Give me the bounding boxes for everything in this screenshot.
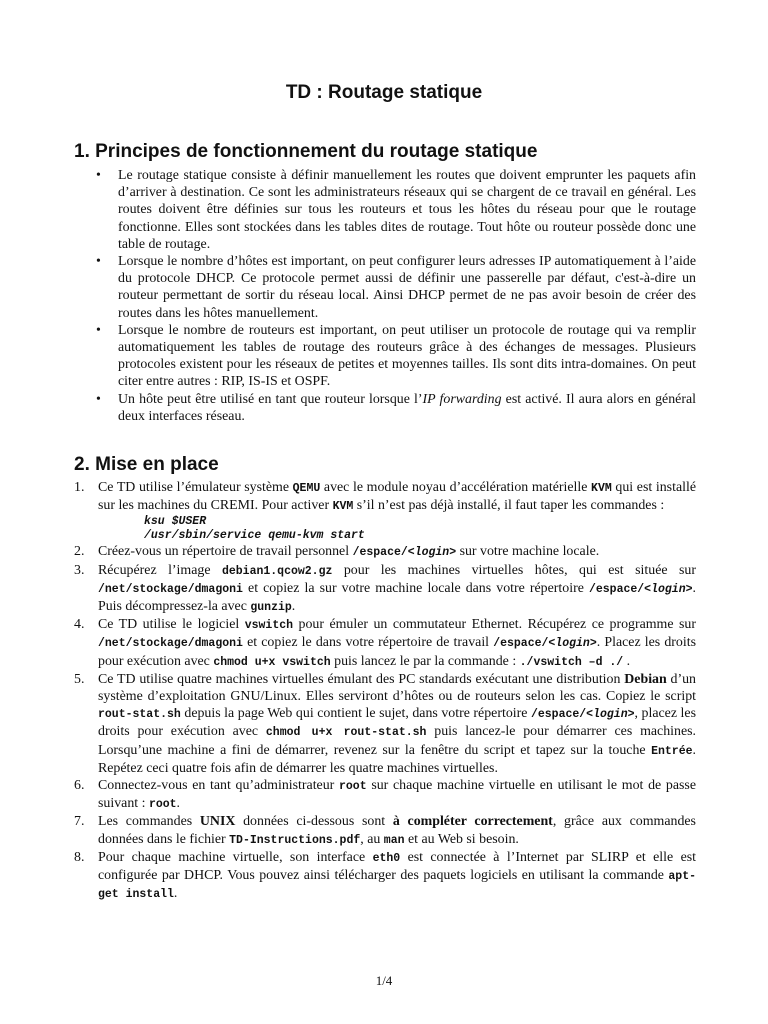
list-item: 8. Pour chaque machine virtuelle, son interface eth0 est connectée à l’Internet par SLIRP et elle est configurée par DHCP. Vous pouvez ainsi télécharger des paquets logiciels en utilisant la commande apt-get install.	[74, 849, 696, 902]
list-item: 7. Les commandes UNIX données ci-dessous sont à compléter correctement, grâce aux commandes données dans le fichier TD-Instructions.pdf, au man et au Web si besoin.	[74, 814, 696, 847]
list-item: 1. Ce TD utilise l’émulateur système QEMU avec le module noyau d’accélération matérielle KVM qui est installé sur les machines du CREMI. Pour activer KVM s’il n’est pas déjà installé, il faut taper les commandes : ksu $USER /usr/sbin/service qemu-kvm start	[74, 480, 696, 543]
list-item: • Un hôte peut être utilisé en tant que routeur lorsque l’IP forwarding est activé. Il aura alors en général deux interfaces réseau.	[96, 391, 696, 424]
page-number: 1/4	[375, 973, 393, 988]
bullet-icon: •	[96, 391, 101, 407]
list-item: 4. Ce TD utilise le logiciel vswitch pour émuler un commutateur Ethernet. Récupérez ce programme sur /net/stockage/dmagoni et copiez le dans votre répertoire de travail /espace/<login>. Placez les droits pour exécution avec chmod u+x vswitch puis lancez le par la commande : ./vswitch –d ./ .	[74, 617, 697, 669]
bullet-icon: •	[96, 322, 101, 338]
command-line: ksu $USER	[144, 515, 207, 529]
list-item: 5. Ce TD utilise quatre machines virtuelles émulant des PC standards exécutant une distribution Debian d’un système d’exploitation GNU/Linux. Elles serviront d’hôtes ou de routeurs selon les cas. Copiez le script rout-stat.sh depuis la page Web qui contient le sujet, dans votre répertoire /espace/<login>, placez les droits pour exécution avec chmod u+x rout-stat.sh puis lancez-le pour démarrer ces machines. Lorsqu’une machine a fini de démarrer, revenez sur la fenêtre du script et tapez sur la touche Entrée. Repétez ceci quatre fois afin de démarrer les quatre machines virtuelles.	[74, 671, 697, 776]
bullet-icon: •	[96, 168, 101, 183]
list-item: 2. Créez-vous un répertoire de travail personnel /espace/<login> sur votre machine locale.	[74, 544, 600, 560]
list-item: • Le routage statique consiste à définir manuellement les routes que doivent emprunter les paquets afin d’arriver à destination. Ce sont les administrateurs réseaux qui se chargent de ce travail en général. Les routes doivent être définies sur tous les routeurs et tous les hôtes du réseau pour que le routage fonctionne. Elles sont stockées dans les tables dites de routage. Tout hôte ou routeur possède donc une table de routage.	[96, 168, 696, 252]
list-item: • Lorsque le nombre de routeurs est important, on peut utiliser un protocole de routage qui va remplir automatiquement les tables de routage des routeurs grâce à des échanges de messages. Plusieurs protocoles existent pour les réseaux de petites et moyennes tailles. Ils sont dits intra-domaines. On peut citer entre autres : RIP, IS-IS et OSPF.	[96, 322, 696, 390]
page-title: TD : Routage statique	[285, 82, 483, 103]
principles-list	[96, 167, 696, 425]
list-item: 6. Connectez-vous en tant qu’administrateur root sur chaque machine virtuelle en utilisant le mot de passe suivant : root.	[74, 778, 696, 812]
list-item: • Lorsque le nombre d’hôtes est important, on peut configurer leurs adresses IP automatiquement à l’aide du protocole DHCP. Ce protocole permet aussi de définir une passerelle par défaut, c'est-à-dire un routeur permettant de sortir du réseau local. Ainsi DHCP permet de ne pas avoir besoin de créer des routes dans les hôtes manuellement.	[96, 254, 696, 321]
bullet-icon: •	[96, 254, 101, 270]
list-item: 3. Récupérez l’image debian1.qcow2.gz pour les machines virtuelles hôtes, qui est située sur /net/stockage/dmagoni et copiez la sur votre machine locale dans votre répertoire /espace/<login>. Puis décompressez-la avec gunzip.	[74, 562, 696, 615]
section-heading-principes: 1. Principes de fonctionnement du routage statique	[74, 141, 538, 162]
setup-steps-list	[74, 479, 696, 903]
command-line: /usr/sbin/service qemu-kvm start	[144, 529, 365, 543]
section-heading-mise-en-place: 2. Mise en place	[74, 454, 219, 475]
